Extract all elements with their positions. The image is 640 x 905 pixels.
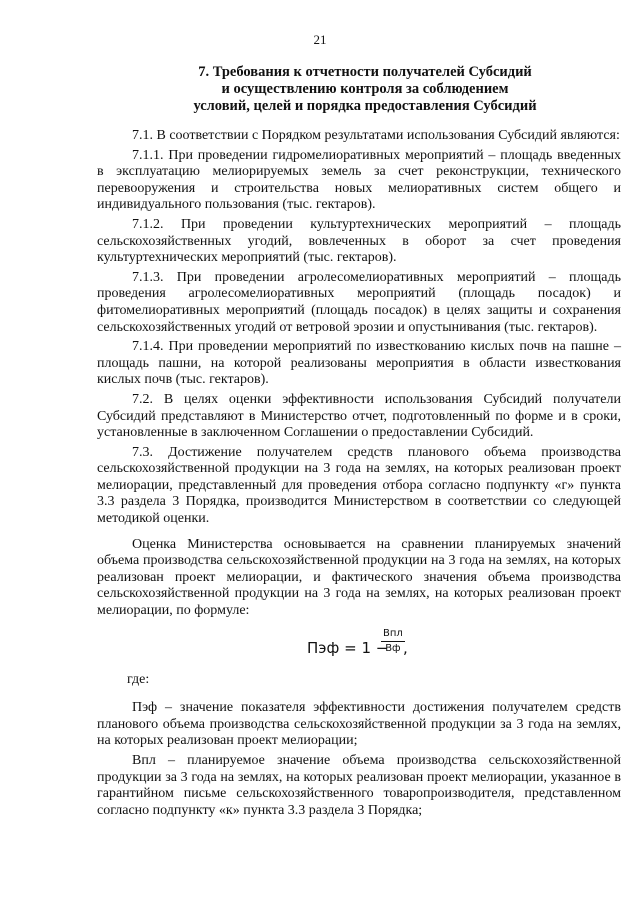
paragraph-7-1-2: 7.1.2. При проведении культуртехнических мероприятий – площадь сельскохозяйственных угодий, вовлеченных в оборот за счет проведения культуртехнических мероприятий (тыс. гектаров). <box>97 216 621 266</box>
heading-line-3: условий, целей и порядка предоставления Субсидий <box>193 98 537 114</box>
where-label: где: <box>127 671 150 687</box>
formula-denominator: Вф <box>385 642 401 654</box>
paragraph-evaluation: Оценка Министерства основывается на сравнении планируемых значений объема производства сельскохозяйственной продукции на 3 года на землях, на которых реализован проект мелиорации, и фактического значения объема производства сельскохозяйственной продукции на 3 года на землях, на которых реализован проект мелиорации, по формуле: <box>97 536 621 619</box>
efficiency-formula <box>97 628 621 668</box>
formula-comma: , <box>403 638 408 657</box>
document-body <box>97 128 621 822</box>
paragraph-7-1-3: 7.1.3. При проведении агролесомелиоративных мероприятий – площадь проведения агролесомелиоративных мероприятий (площадь посадок) и фитомелиоративных мероприятий (площадь посадок) в целях защиты и сохранения сельскохозяйственных угодий от ветровой эрозии и опустынивания (тыс. гектаров). <box>97 269 621 335</box>
formula-numerator: Впл <box>381 628 405 642</box>
heading-line-2: и осуществлению контроля за соблюдением <box>221 81 509 97</box>
paragraph-7-3: 7.3. Достижение получателем средств планового объема производства сельскохозяйственной продукции на 3 года на землях, на которых реализован проект мелиорации, представленный для проведения отбора согласно подпункту «г» пункта 3.3 раздела 3 Порядка, производится Министерством в соответствии со следующей методикой оценки. <box>97 444 621 527</box>
definition-pef: Пэф – значение показателя эффективности достижения получателем средств планового объема производства сельскохозяйственной продукции за 3 года на землях, на которых реализован проект мелиорации; <box>97 700 621 749</box>
section-heading <box>130 64 600 115</box>
definition-vpl: Впл – планируемое значение объема производства сельскохозяйственной продукции за 3 года на землях, на которых реализован проект мелиорации, указанное в гарантийном письме сельскохозяйственного товаропроизводителя, представленном согласно подпункту «к» пункта 3.3 раздела 3 Порядка; <box>97 753 621 818</box>
page-number: 21 <box>313 32 327 47</box>
formula-fraction <box>381 628 405 655</box>
paragraph-7-1: 7.1. В соответствии с Порядком результатами использования Субсидий являются: <box>132 128 620 143</box>
paragraph-7-1-1: 7.1.1. При проведении гидромелиоративных мероприятий – площадь введенных в эксплуатацию мелиорируемых земель за счет реконструкции, технического перевооружения и строительства новых мелиоративных систем общего и индивидуального пользования (тыс. гектаров). <box>97 147 621 213</box>
formula-lhs: Пэф = 1 − <box>307 638 389 657</box>
paragraph-7-1-4: 7.1.4. При проведении мероприятий по известкованию кислых почв на пашне – площадь пашни, на которой реализованы мероприятия в области известкования кислых почв (тыс. гектаров). <box>97 339 621 388</box>
heading-line-1: 7. Требования к отчетности получателей Субсидий <box>198 64 532 80</box>
paragraph-7-2: 7.2. В целях оценки эффективности использования Субсидий получатели Субсидий представляют в Министерство отчет, подготовленный по форме и в сроки, установленные в заключенном Соглашении о предоставлении Субсидий. <box>97 391 621 441</box>
